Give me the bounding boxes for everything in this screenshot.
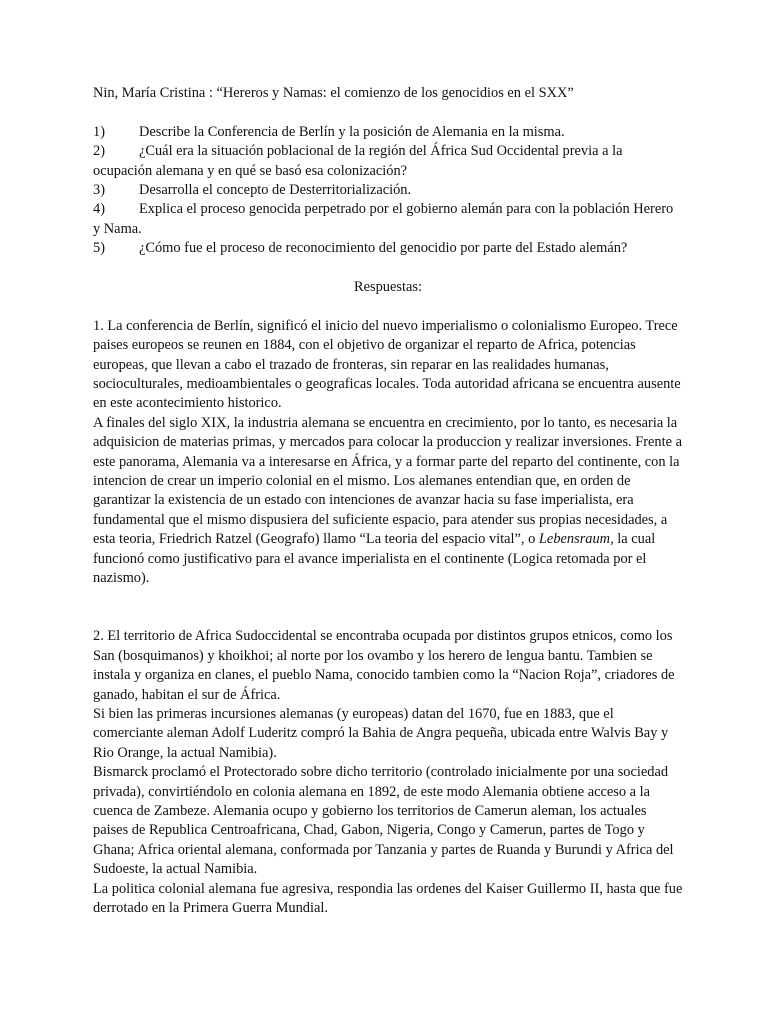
answer-2-paragraph-4: La politica colonial alemana fue agresiva, respondia las ordenes del Kaiser Guillermo II, hasta que fue derrotado en la Primera Guerra Mundial.: [93, 880, 683, 916]
answer-1-text-after: , la cual funcionó como justificativo para el avance imperialista en el continente (Logica retomada por el nazismo).: [93, 531, 656, 587]
question-text: ¿Cómo fue el proceso de reconocimiento del genocidio por parte del Estado alemán?: [139, 240, 628, 257]
question-text: Explica el proceso genocida perpetrado por el gobierno alemán para con la población Herero y Nama.: [93, 201, 674, 237]
document-header: Nin, María Cristina : “Hereros y Namas: el comienzo de los genocidios en el SXX”: [93, 85, 574, 101]
answer-1-paragraph-1: 1. La conferencia de Berlín, significó el inicio del nuevo imperialismo o colonialismo Europeo. Trece paises europeos se reunen en 1884, con el objetivo de organizar el reparto de Africa, potencias europeas, que llevan a cabo el trazado de fronteras, sin reparar en las realidades humanas, socioculturales, medioambientales o geograficas locales. Toda autoridad africana se encuentra ausente en este acontecimiento historico.: [93, 317, 681, 412]
lebensraum-term: Lebensraum: [538, 531, 611, 548]
question-number: 5): [93, 240, 105, 257]
question-text: ¿Cuál era la situación poblacional de la región del África Sud Occidental previa a la ocupación alemana y en qué se basó esa colonización?: [93, 143, 623, 179]
question-item: [93, 142, 683, 181]
question-number: 2): [93, 143, 105, 160]
answer-1-text-before: A finales del siglo XIX, la industria alemana se encuentra en crecimiento, por lo tanto, es necesaria la adquisicion de materias primas, y mercados para colocar la produccion y realizar inversiones. Frente a este panorama, Alemania va a interesarse en África, y a formar parte del reparto del continente, con la intencion de crear un imperio colonial en el mismo. Los alemanes entendian que, en orden de garantizar la existencia de un estado con intenciones de avanzar hacia su fase imperialista, era fundamental que el mismo dispusiera del suficiente espacio, para atender sus propias necesidades, a esta teoria, Friedrich Ratzel (Geografo) llamo “La teoria del espacio vital”, o: [93, 414, 682, 548]
question-text: Describe la Conferencia de Berlín y la posición de Alemania en la misma.: [139, 123, 565, 140]
answer-2: [93, 627, 683, 918]
respuestas-heading: Respuestas:: [354, 279, 422, 296]
question-item: [93, 200, 683, 239]
question-item: [93, 239, 683, 258]
question-item: [93, 123, 683, 142]
question-number: 3): [93, 182, 105, 199]
answer-2-paragraph-1: 2. El territorio de Africa Sudoccidental se encontraba ocupada por distintos grupos etnicos, como los San (bosquimanos) y khoikhoi; al norte por los ovambo y los herero de lengua bantu. Tambien se instala y organiza en clanes, el pueblo Nama, conocido tambien como la “Nacion Roja”, criadores de ganado, habitan el sur de África.: [93, 628, 675, 703]
document-body: [93, 84, 683, 918]
answer-2-paragraph-3: Bismarck proclamó el Protectorado sobre dicho territorio (controlado inicialmente por una sociedad privada), convirtiéndolo en colonia alemana en 1892, de este modo Alemania obtiene acceso a la cuenca de Zambeze. Alemania ocupo y gobierno los territorios de Camerun aleman, los actuales paises de Republica Centroafricana, Chad, Gabon, Nigeria, Congo y Camerun, partes de Togo y Ghana; Africa oriental alemana, conformada por Tanzania y partes de Ruanda y Burundi y Africa del Sudoeste, la actual Namibia.: [93, 764, 674, 878]
question-item: [93, 181, 683, 200]
question-number: 4): [93, 201, 105, 218]
answer-1-paragraph-2: [93, 414, 683, 589]
answer-2-paragraph-2: Si bien las primeras incursiones alemanas (y europeas) datan del 1670, fue en 1883, que el comerciante aleman Adolf Luderitz compró la Bahia de Angra pequeña, ubicada entre Walvis Bay y Rio Orange, la actual Namibia).: [93, 705, 669, 761]
question-list: [93, 123, 683, 259]
question-number: 1): [93, 123, 105, 140]
answer-1: [93, 317, 683, 589]
question-text: Desarrolla el concepto de Desterritorialización.: [139, 182, 412, 199]
